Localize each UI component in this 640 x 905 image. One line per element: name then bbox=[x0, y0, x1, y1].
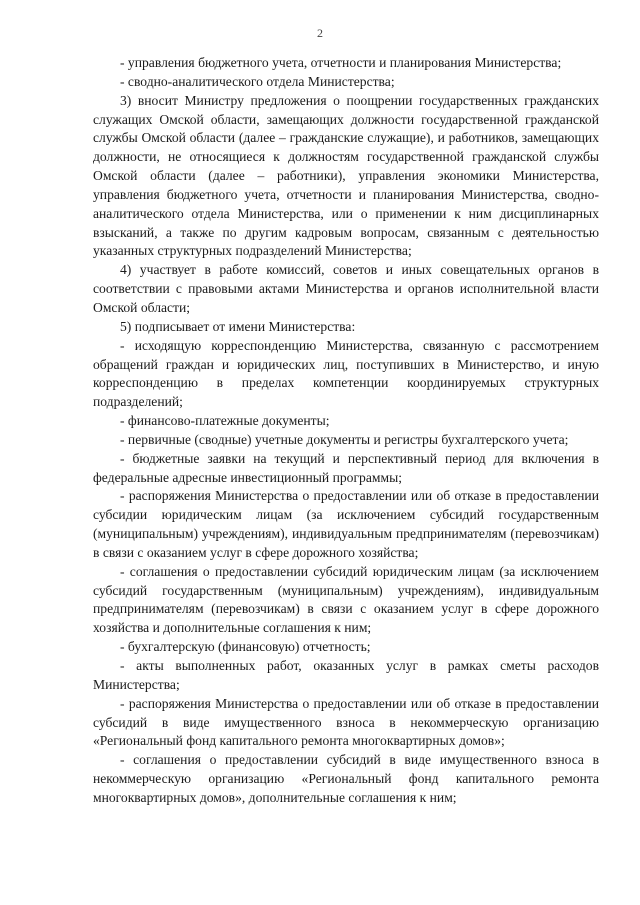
paragraph: - распоряжения Министерства о предоставлении или об отказе в предоставлении субсидий в виде имущественного взноса в некоммерческую организацию «Региональный фонд капитального ремонта многоквартирных домов»; bbox=[93, 695, 599, 749]
paragraph: - финансово-платежные документы; bbox=[120, 413, 330, 429]
paragraph: - бюджетные заявки на текущий и перспективный период для включения в федеральные адресные инвестиционный программы; bbox=[93, 450, 599, 485]
paragraph: - бухгалтерскую (финансовую) отчетность; bbox=[120, 639, 371, 655]
paragraph: 5) подписывает от имени Министерства: bbox=[120, 318, 356, 334]
paragraph: - управления бюджетного учета, отчетности и планирования Министерства; bbox=[120, 55, 562, 70]
paragraph: - соглашения о предоставлении субсидий юридическим лицам (за исключением субсидий государственным (муниципальным) учреждениям), индивидуальным предпринимателям (перевозчикам) в связи с оказанием услуг в сфере дорожного хозяйства и дополнительные соглашения к ним; bbox=[93, 563, 599, 636]
paragraph: - соглашения о предоставлении субсидий в виде имущественного взноса в некоммерческую организацию «Региональный фонд капитального ремонта многоквартирных домов», дополнительные соглашения к ним; bbox=[93, 752, 599, 805]
page-number: 2 bbox=[317, 26, 323, 40]
paragraph: - первичные (сводные) учетные документы и регистры бухгалтерского учета; bbox=[120, 431, 569, 447]
document-body bbox=[93, 54, 599, 808]
paragraph: - исходящую корреспонденцию Министерства, связанную с рассмотрением обращений граждан и юридических лиц, поступивших в Министерство, и иную корреспонденцию в пределах компетенции координируемых структурных подразделений; bbox=[93, 337, 599, 410]
paragraph: - сводно-аналитического отдела Министерства; bbox=[120, 73, 395, 89]
paragraph: 3) вносит Министру предложения о поощрении государственных гражданских служащих Омской области, замещающих должности государственной гражданской службы Омской области (далее – гражданские служащие), и работников, замещающих должности, не относящиеся к должностям государственной гражданской службы Омской области (далее – работники), управления экономики Министерства, управления бюджетного учета, отчетности и планирования Министерства, сводно-аналитического отдела Министерства, или о применении к ним дисциплинарных взысканий, а также по другим кадровым вопросам, связанным с деятельностью указанных структурных подразделений Министерства; bbox=[93, 92, 599, 259]
paragraph: - распоряжения Министерства о предоставлении или об отказе в предоставлении субсидии юридическим лицам (за исключением субсидий государственным (муниципальным) учреждениям), индивидуальным предпринимателям (перевозчикам) в связи с оказанием услуг в сфере дорожного хозяйства; bbox=[93, 488, 599, 560]
paragraph: - акты выполненных работ, оказанных услуг в рамках сметы расходов Министерства; bbox=[93, 658, 599, 692]
paragraph: 4) участвует в работе комиссий, советов и иных совещательных органов в соответствии с правовыми актами Министерства и органов исполнительной власти Омской области; bbox=[93, 262, 599, 315]
